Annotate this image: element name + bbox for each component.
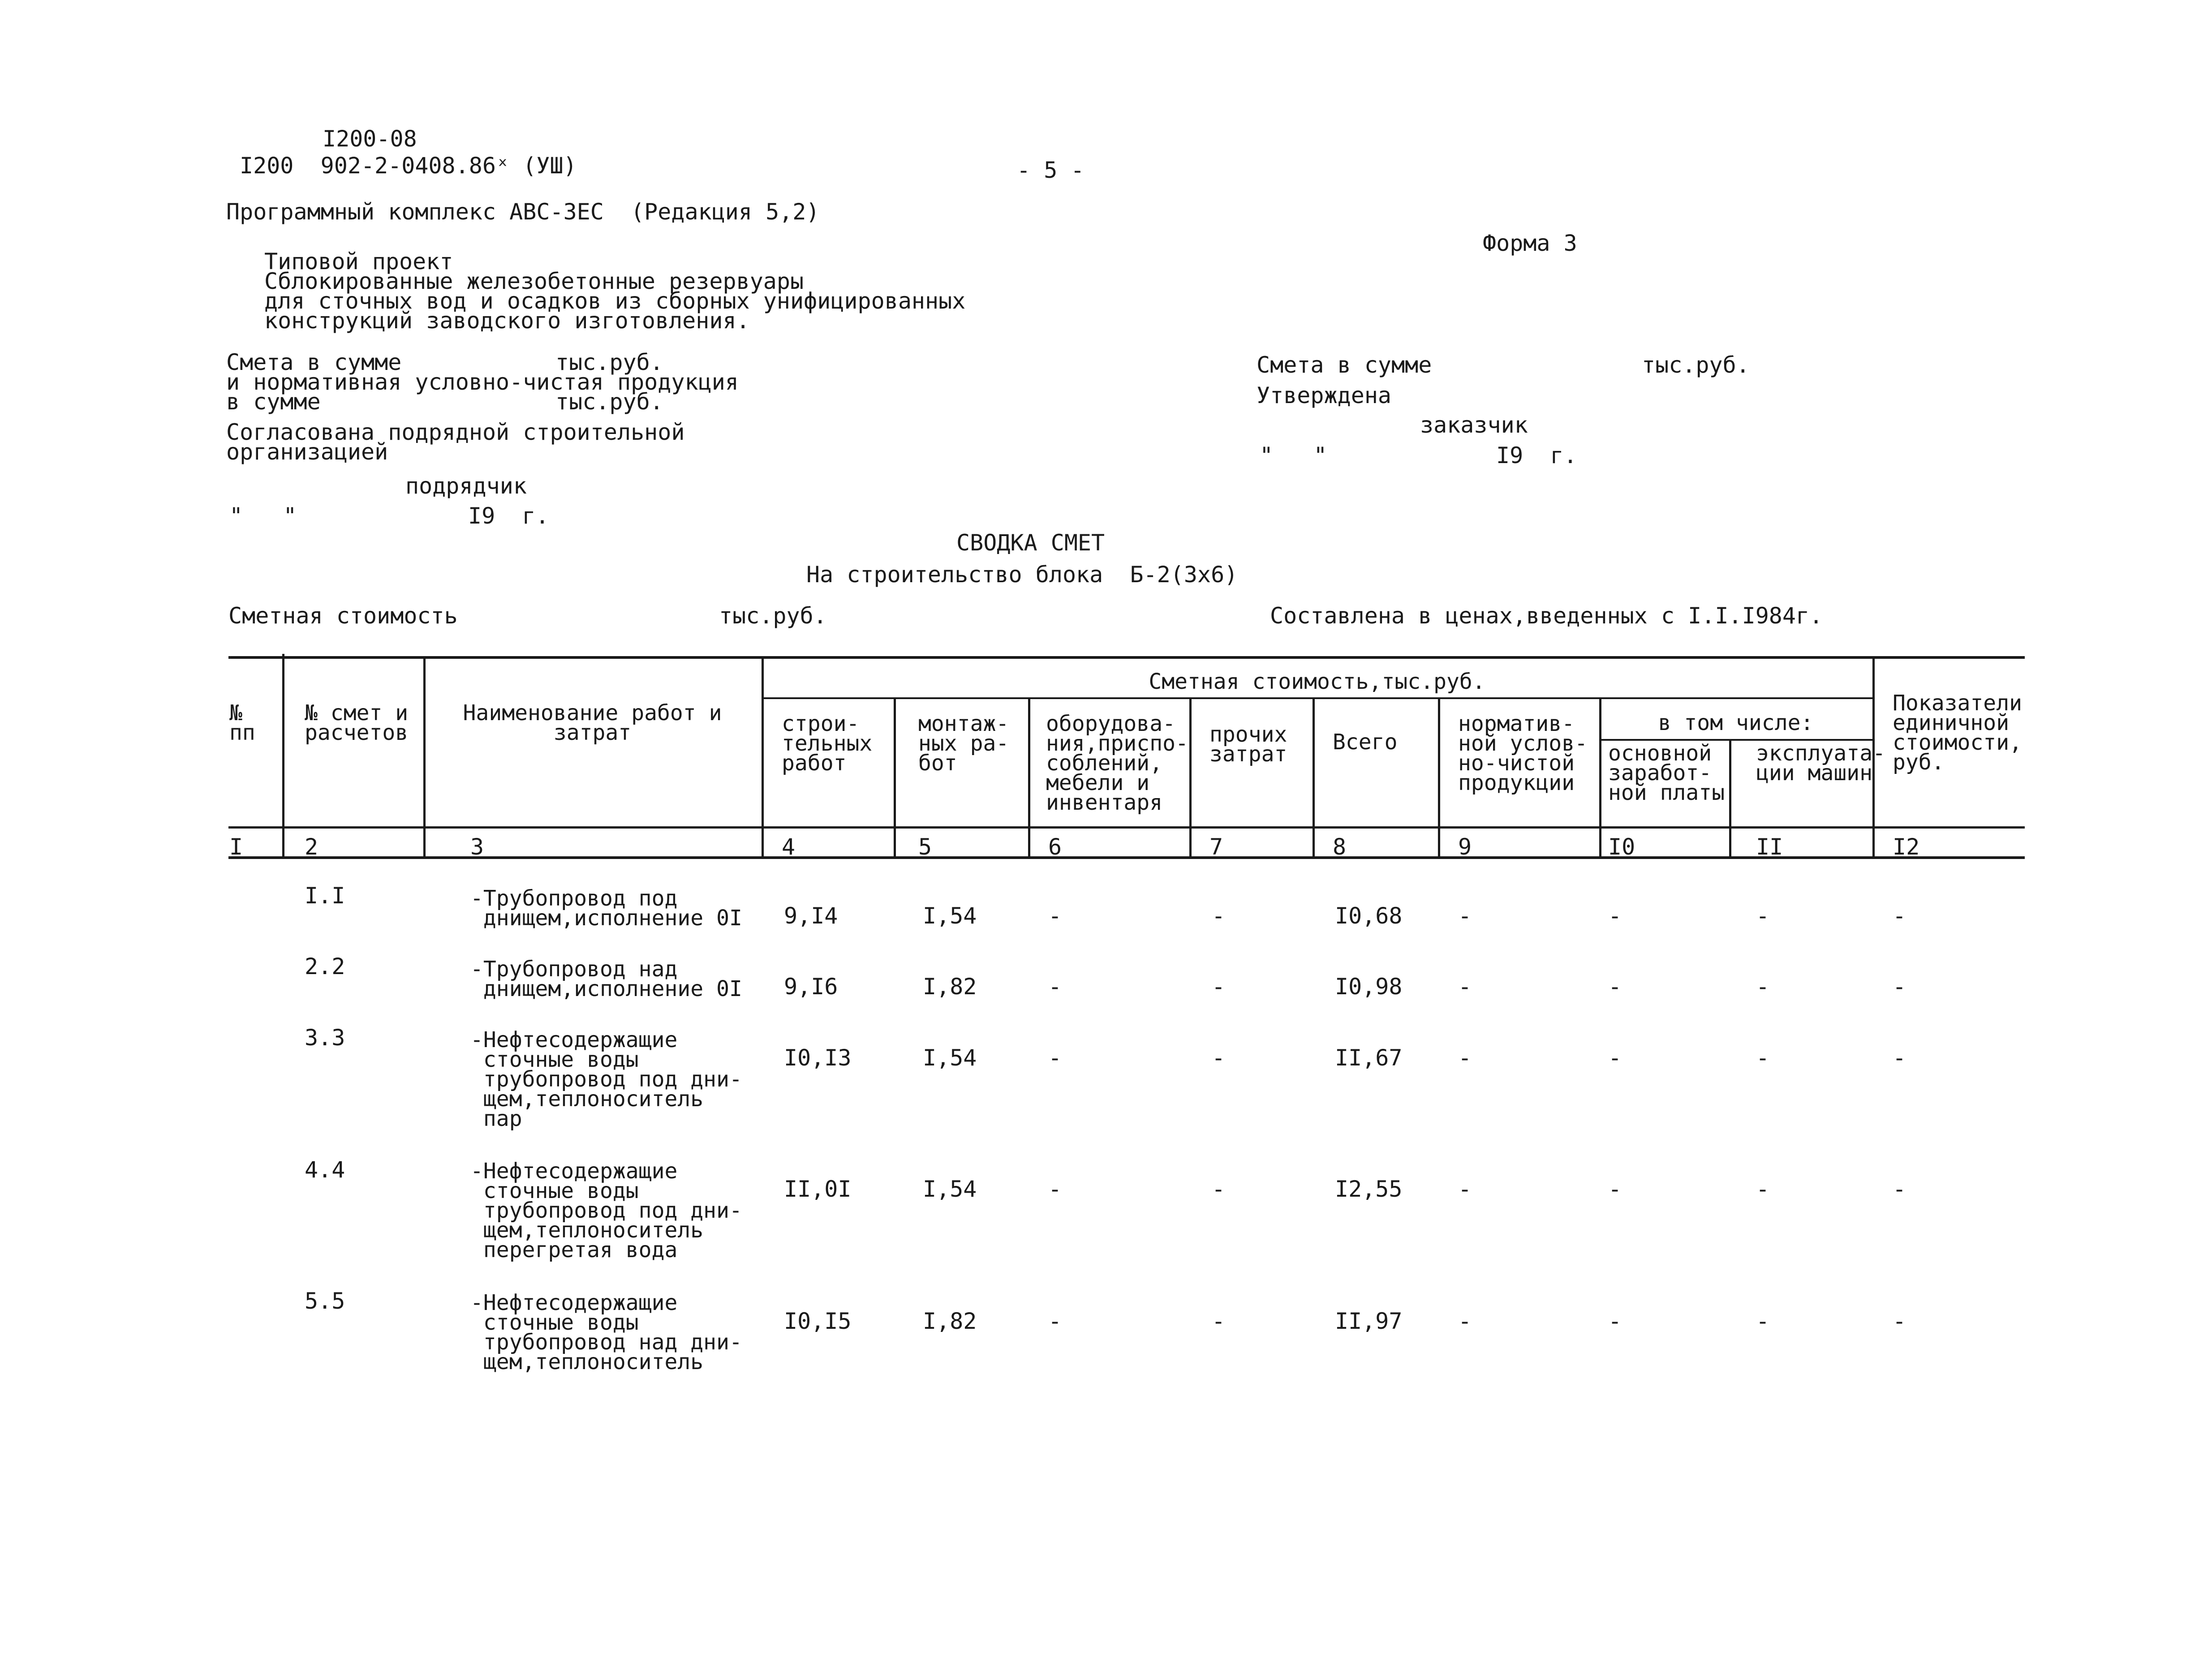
- group-header-rule: [762, 697, 1872, 699]
- row-total: I2,55: [1335, 1176, 1403, 1202]
- row-construction: 9,I6: [784, 974, 838, 1000]
- project-line-1: Типовой проект: [264, 249, 453, 275]
- document-number: I200 902-2-0408.86ˣ (УШ): [240, 153, 577, 179]
- row-total: I0,98: [1335, 974, 1403, 1000]
- row-other: -: [1212, 903, 1226, 929]
- customer-year: I9 г.: [1496, 442, 1577, 468]
- row-work-name: -Трубопровод над днищем,исполнение 0I: [470, 957, 742, 1001]
- row-wages: -: [1608, 1308, 1622, 1334]
- row-machines: -: [1756, 903, 1770, 929]
- prices-note: Составлена в ценах,введенных с I.I.I984г.: [1270, 603, 1823, 629]
- row-normative: -: [1458, 903, 1472, 929]
- col-divider: [1438, 698, 1440, 859]
- approved-label: Утверждена: [1257, 382, 1392, 408]
- row-estimate-no: 3.3: [305, 1025, 345, 1051]
- row-estimate-no: I.I: [305, 883, 345, 909]
- col-number: 4: [782, 834, 796, 860]
- customer-label: заказчик: [1420, 412, 1528, 438]
- col-header-construction: строи- тельных работ: [782, 711, 873, 776]
- row-machines: -: [1756, 1045, 1770, 1071]
- norm-product-label: и нормативная условно-чистая продукция: [226, 369, 739, 395]
- col-number: I0: [1608, 834, 1635, 860]
- document-subtitle: На строительство блока Б-2(3х6): [806, 562, 1238, 588]
- row-other: -: [1212, 1045, 1226, 1071]
- col-divider: [1313, 698, 1315, 859]
- col-number: 8: [1333, 834, 1347, 860]
- row-total: II,67: [1335, 1045, 1403, 1071]
- form-label: Форма 3: [1483, 230, 1577, 256]
- row-indicators: -: [1893, 1308, 1906, 1334]
- row-total: I0,68: [1335, 903, 1403, 929]
- row-other: -: [1212, 1308, 1226, 1334]
- customer-date-quotes: " ": [1260, 442, 1327, 468]
- col-number: II: [1756, 834, 1783, 860]
- row-normative: -: [1458, 1176, 1472, 1202]
- cost-unit: тыс.руб.: [719, 603, 827, 629]
- cost-label: Сметная стоимость: [228, 603, 458, 629]
- page-number: - 5 -: [1017, 157, 1084, 183]
- table-top-rule: [228, 656, 2025, 659]
- row-total: II,97: [1335, 1308, 1403, 1334]
- row-construction: I0,I3: [784, 1045, 852, 1071]
- row-estimate-no: 4.4: [305, 1157, 345, 1183]
- row-wages: -: [1608, 903, 1622, 929]
- col-divider: [894, 698, 896, 859]
- col-divider: [1729, 740, 1731, 859]
- estimate-sum-unit: тыс.руб.: [555, 349, 663, 375]
- row-wages: -: [1608, 974, 1622, 1000]
- row-machines: -: [1756, 1176, 1770, 1202]
- program-line: Программный комплекс АВС-ЗЕС (Редакция 5,2): [226, 199, 820, 225]
- col-number: 7: [1209, 834, 1223, 860]
- project-line-2: Сблокированные железобетонные резервуары: [264, 268, 804, 294]
- estimate-sum-label: Смета в сумме: [226, 349, 402, 375]
- col-header-including: в том числе:: [1658, 710, 1814, 735]
- col-header-name: Наименование работ и затрат: [463, 700, 722, 745]
- row-mounting: I,54: [923, 1045, 977, 1071]
- row-construction: II,0I: [784, 1176, 852, 1202]
- norm-sum-label: в сумме: [226, 389, 321, 415]
- row-machines: -: [1756, 974, 1770, 1000]
- row-indicators: -: [1893, 974, 1906, 1000]
- document-title: СВОДКА СМЕТ: [956, 530, 1105, 556]
- col-header-other: прочих затрат: [1209, 722, 1287, 767]
- row-mounting: I,54: [923, 1176, 977, 1202]
- col-divider: [1028, 698, 1030, 859]
- row-other: -: [1212, 1176, 1226, 1202]
- row-indicators: -: [1893, 1045, 1906, 1071]
- header-divider-rule: [228, 826, 2025, 829]
- row-equipment: -: [1048, 1045, 1062, 1071]
- row-construction: 9,I4: [784, 903, 838, 929]
- row-work-name: -Трубопровод под днищем,исполнение 0I: [470, 886, 742, 931]
- row-wages: -: [1608, 1045, 1622, 1071]
- right-estimate-sum-label: Смета в сумме: [1257, 352, 1432, 378]
- contractor-date-quotes: " ": [229, 503, 297, 529]
- project-line-3: для сточных вод и осадков из сборных унифицированных: [264, 288, 966, 314]
- col-number: I2: [1893, 834, 1920, 860]
- col-header-mounting: монтаж- ных ра- бот: [918, 711, 1009, 776]
- col-header-estimate: № смет и расчетов: [305, 700, 409, 745]
- project-line-4: конструкций заводского изготовления.: [264, 308, 750, 334]
- col-number: 9: [1458, 834, 1472, 860]
- col-number: 5: [918, 834, 932, 860]
- row-estimate-no: 5.5: [305, 1288, 345, 1314]
- col-header-no: № пп: [229, 700, 255, 745]
- row-equipment: -: [1048, 1176, 1062, 1202]
- row-work-name: -Нефтесодержащие сточные воды трубопровод над дни- щем,теплоноситель: [470, 1290, 742, 1374]
- contractor-year: I9 г.: [468, 503, 549, 529]
- row-indicators: -: [1893, 903, 1906, 929]
- col-divider: [1189, 698, 1192, 859]
- row-equipment: -: [1048, 1308, 1062, 1334]
- row-construction: I0,I5: [784, 1308, 852, 1334]
- col-number: 6: [1048, 834, 1062, 860]
- col-header-normative: норматив- ной услов- но-чистой продукции: [1458, 711, 1588, 795]
- norm-sum-unit: тыс.руб.: [555, 389, 663, 415]
- right-estimate-sum-unit: тыс.руб.: [1642, 352, 1750, 378]
- row-other: -: [1212, 974, 1226, 1000]
- col-header-group: Сметная стоимость,тыс.руб.: [1149, 669, 1485, 694]
- row-machines: -: [1756, 1308, 1770, 1334]
- row-equipment: -: [1048, 903, 1062, 929]
- col-divider: [282, 654, 284, 859]
- col-header-total: Всего: [1333, 730, 1398, 755]
- row-mounting: I,82: [923, 974, 977, 1000]
- col-header-wages: основной заработ- ной платы: [1608, 741, 1725, 805]
- row-estimate-no: 2.2: [305, 953, 345, 979]
- row-work-name: -Нефтесодержащие сточные воды трубопровод под дни- щем,теплоноситель перегретая вода: [470, 1159, 742, 1263]
- col-number: 2: [305, 834, 318, 860]
- colnum-divider-rule: [228, 856, 2025, 859]
- col-number: I: [229, 834, 243, 860]
- row-normative: -: [1458, 1308, 1472, 1334]
- col-header-machines: эксплуата- ции машин: [1756, 741, 1885, 786]
- col-number: 3: [470, 834, 484, 860]
- col-header-equipment: оборудова- ния,приспо- соблений, мебели и инвентаря: [1046, 711, 1188, 815]
- agreed-line-1: Согласована подрядной строительной: [226, 419, 685, 445]
- agreed-line-2: организацией: [226, 439, 388, 465]
- row-mounting: I,82: [923, 1308, 977, 1334]
- row-indicators: -: [1893, 1176, 1906, 1202]
- contractor-label: подрядчик: [405, 473, 527, 499]
- col-divider: [423, 657, 426, 859]
- document-code: I200-08: [323, 126, 417, 152]
- row-normative: -: [1458, 974, 1472, 1000]
- col-header-indicators: Показатели единичной стоимости, руб.: [1893, 691, 2022, 775]
- row-mounting: I,54: [923, 903, 977, 929]
- row-normative: -: [1458, 1045, 1472, 1071]
- row-equipment: -: [1048, 974, 1062, 1000]
- row-wages: -: [1608, 1176, 1622, 1202]
- row-work-name: -Нефтесодержащие сточные воды трубопровод под дни- щем,теплоноситель пар: [470, 1027, 742, 1131]
